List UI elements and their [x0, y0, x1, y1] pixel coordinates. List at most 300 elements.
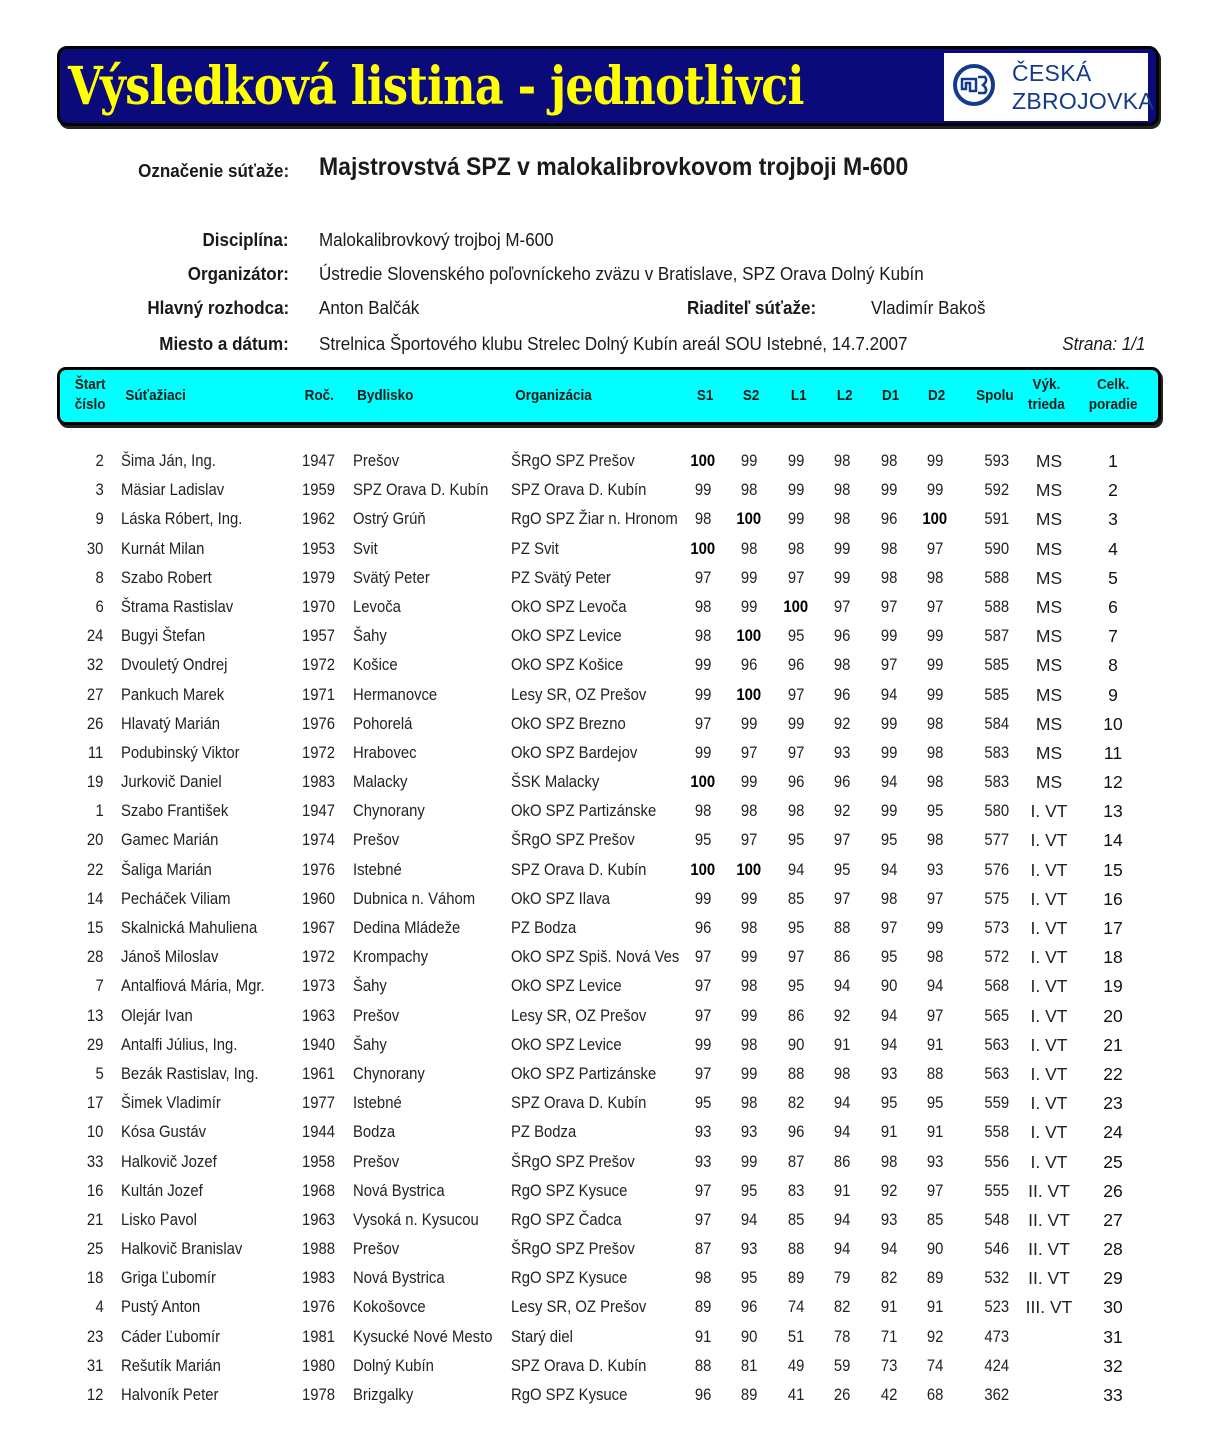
score-l2: [822, 1002, 862, 1031]
score-l1: [776, 593, 816, 622]
score-l1: [776, 710, 816, 739]
score-l1: [776, 564, 816, 593]
score-l1-text: 96: [787, 773, 805, 792]
performance-class-text: I. VT: [1030, 918, 1068, 938]
score-s1-text: 100: [690, 773, 716, 792]
organization: [511, 1148, 681, 1177]
score-l1: [776, 1264, 816, 1293]
score-l2-text: 97: [833, 889, 851, 908]
organization-text: RgO SPZ Kysuce: [511, 1181, 628, 1200]
residence-text: Prešov: [353, 1152, 400, 1171]
overall-rank-text: 27: [1103, 1209, 1123, 1230]
score-d2: [915, 1264, 955, 1293]
organization-text: OkO SPZ Brezno: [511, 714, 626, 733]
score-s1-text: 93: [694, 1123, 712, 1142]
score-s1: [683, 797, 723, 826]
total-score: [977, 943, 1017, 972]
residence: [353, 1177, 455, 1206]
residence-text: Brizgalky: [353, 1386, 414, 1404]
performance-class: [1023, 681, 1075, 710]
page-number: Strana: 1/1: [1062, 333, 1146, 354]
score-l1: [776, 1089, 816, 1118]
score-d2-text: 98: [926, 568, 944, 587]
start-number-text: 30: [86, 539, 104, 558]
competitor-name: [121, 1177, 212, 1206]
score-d2-text: 98: [926, 714, 944, 733]
score-d2-text: 99: [926, 919, 944, 937]
start-number: [70, 447, 104, 476]
performance-class-text: I. VT: [1030, 888, 1068, 909]
score-d1-text: 91: [880, 1298, 898, 1317]
score-l2: [822, 710, 862, 739]
score-s2: [729, 1381, 769, 1410]
score-l2-text: 93: [833, 743, 851, 762]
competitor-name: [121, 914, 272, 943]
score-l2: [822, 1206, 862, 1235]
birth-year: [302, 768, 339, 797]
competitor-name-text: Antalfiová Mária, Mgr.: [121, 977, 265, 996]
header-residence: Bydlisko: [357, 387, 414, 404]
score-l2-text: 94: [833, 1240, 851, 1259]
score-s1-text: 95: [694, 1094, 712, 1113]
performance-class: [1023, 564, 1075, 593]
overall-rank-text: 1: [1108, 451, 1118, 471]
score-d2: [915, 1148, 955, 1177]
residence: [353, 535, 381, 564]
birth-year: [302, 535, 339, 564]
score-s2-text: 89: [740, 1386, 758, 1404]
competitor-name-text: Gamec Marián: [121, 831, 219, 850]
score-l2-text: 79: [833, 1269, 851, 1288]
score-d1-text: 95: [880, 948, 898, 967]
total-score: [977, 622, 1017, 651]
birth-year: [302, 651, 339, 680]
residence: [353, 885, 489, 914]
competitor-name-text: Bugyi Štefan: [121, 627, 206, 646]
score-l1-text: 96: [787, 1123, 805, 1142]
score-l2: [822, 593, 862, 622]
score-l1-text: 41: [787, 1386, 805, 1404]
performance-class-text: MS: [1035, 509, 1063, 530]
residence: [353, 1002, 404, 1031]
score-l2: [822, 885, 862, 914]
score-s2-text: 96: [740, 1298, 758, 1317]
cz-emblem-icon: [952, 63, 996, 107]
performance-class: [1023, 710, 1075, 739]
score-l1-text: 97: [787, 743, 805, 762]
birth-year-text: 1976: [302, 860, 336, 879]
header-d2: D2: [927, 387, 946, 404]
organizer-value: Ústredie Slovenského poľovníckeho zväzu v Bratislave, SPZ Orava Dolný Kubín: [319, 263, 924, 284]
score-d2: [915, 885, 955, 914]
score-s1: [683, 505, 723, 534]
score-l1: [776, 972, 816, 1001]
score-s2: [729, 1148, 769, 1177]
score-s2: [729, 1235, 769, 1264]
residence-text: Prešov: [353, 1006, 400, 1025]
total-score: [977, 681, 1017, 710]
score-s2: [729, 1060, 769, 1089]
start-number: [70, 1002, 104, 1031]
birth-year: [302, 1264, 339, 1293]
total-score-text: 588: [984, 568, 1010, 587]
performance-class: [1023, 1031, 1075, 1060]
residence-text: Istebné: [353, 1094, 402, 1113]
organization: [511, 1352, 681, 1381]
start-number-text: 26: [86, 714, 104, 733]
birth-year: [302, 1118, 339, 1147]
score-d1: [869, 476, 909, 505]
total-score-text: 591: [984, 510, 1010, 529]
competitor-name: [121, 1089, 232, 1118]
organization: [511, 1206, 681, 1235]
overall-rank: [1093, 1089, 1133, 1118]
overall-rank: [1093, 447, 1133, 476]
place-date-value: Strelnica Športového klubu Strelec Dolný Kubín areál SOU Istebné, 14.7.2007: [319, 333, 908, 354]
birth-year-text: 1968: [302, 1181, 336, 1200]
director-label: Riaditeľ súťaže:: [687, 297, 817, 318]
performance-class-text: I. VT: [1030, 1093, 1068, 1114]
competitor-name: [121, 739, 253, 768]
residence: [353, 1060, 433, 1089]
performance-class: [1023, 1118, 1075, 1147]
birth-year: [302, 943, 339, 972]
score-l1: [776, 943, 816, 972]
score-d2: [915, 622, 955, 651]
organization: [511, 856, 681, 885]
score-d1: [869, 1060, 909, 1089]
organization: [511, 972, 681, 1001]
organization: [511, 1089, 681, 1118]
competitor-name: [121, 564, 222, 593]
competitor-name: [121, 1002, 201, 1031]
header-l2: L2: [836, 387, 853, 404]
score-s2: [729, 1118, 769, 1147]
birth-year: [302, 826, 339, 855]
score-l1-text: 99: [787, 714, 805, 733]
score-l2-text: 97: [833, 831, 851, 850]
total-score: [977, 447, 1017, 476]
score-l2-text: 98: [833, 656, 851, 675]
document-title: Výsledková listina - jednotlivci: [68, 56, 804, 117]
score-s2-text: 98: [740, 481, 758, 500]
score-l1: [776, 1060, 816, 1089]
competitor-name: [121, 593, 246, 622]
start-number-text: 21: [86, 1210, 104, 1229]
table-row: [0, 972, 1220, 1001]
residence-text: Košice: [353, 656, 398, 675]
score-d2-text: 92: [926, 1327, 944, 1346]
residence-text: Svit: [353, 539, 378, 558]
overall-rank: [1093, 622, 1133, 651]
score-s2-text: 99: [740, 889, 758, 908]
score-d2-text: 98: [926, 831, 944, 850]
score-s2-text: 90: [740, 1327, 758, 1346]
total-score: [977, 739, 1017, 768]
score-l1: [776, 1031, 816, 1060]
start-number: [70, 1148, 104, 1177]
residence-text: Dubnica n. Váhom: [353, 889, 476, 908]
score-d1-text: 94: [880, 1035, 898, 1054]
total-score: [977, 1206, 1017, 1235]
score-s1-text: 100: [690, 539, 716, 558]
birth-year: [302, 1177, 339, 1206]
total-score-text: 585: [984, 656, 1010, 675]
score-d1: [869, 447, 909, 476]
score-l2-text: 91: [833, 1035, 851, 1054]
start-number-text: 6: [95, 597, 104, 616]
total-score: [977, 1264, 1017, 1293]
overall-rank-text: 4: [1108, 538, 1118, 559]
birth-year: [302, 885, 339, 914]
overall-rank-text: 16: [1103, 888, 1123, 909]
residence: [353, 476, 503, 505]
score-d1: [869, 1264, 909, 1293]
competitor-name: [121, 856, 222, 885]
start-number: [70, 1118, 104, 1147]
score-l1: [776, 797, 816, 826]
residence: [353, 1352, 443, 1381]
birth-year: [302, 1148, 339, 1177]
score-d2-text: 97: [926, 597, 944, 616]
score-d2-text: 99: [926, 656, 944, 675]
score-d2-text: 100: [922, 510, 948, 529]
overall-rank: [1093, 1323, 1133, 1352]
score-l1: [776, 622, 816, 651]
start-number-text: 7: [95, 977, 104, 996]
score-l2: [822, 476, 862, 505]
competitor-name: [121, 476, 236, 505]
total-score: [977, 1031, 1017, 1060]
start-number-text: 8: [95, 568, 104, 587]
score-s2: [729, 1002, 769, 1031]
score-s1: [683, 535, 723, 564]
total-score-text: 473: [984, 1327, 1010, 1346]
total-score: [977, 1177, 1017, 1206]
score-l2: [822, 1089, 862, 1118]
score-l2: [822, 914, 862, 943]
competitor-name: [121, 1235, 256, 1264]
score-d2: [915, 593, 955, 622]
overall-rank-text: 21: [1103, 1034, 1123, 1055]
competitor-name: [121, 1352, 232, 1381]
start-number: [70, 505, 104, 534]
score-l2-text: 98: [833, 481, 851, 500]
overall-rank: [1093, 1118, 1133, 1147]
total-score: [977, 651, 1017, 680]
performance-class: [1023, 826, 1075, 855]
performance-class-text: I. VT: [1030, 1063, 1068, 1084]
score-s2: [729, 1264, 769, 1293]
organization: [511, 768, 681, 797]
performance-class: [1023, 856, 1075, 885]
score-l1: [776, 1352, 816, 1381]
organization-text: ŠSK Malacky: [511, 773, 600, 792]
score-d2-text: 99: [926, 685, 944, 704]
score-d2-text: 99: [926, 452, 944, 470]
total-score: [977, 826, 1017, 855]
score-s1: [683, 1089, 723, 1118]
score-d2-text: 74: [926, 1356, 944, 1375]
score-d1: [869, 651, 909, 680]
total-score-text: 563: [984, 1064, 1010, 1083]
score-l1-text: 82: [787, 1094, 805, 1113]
organization: [511, 710, 681, 739]
organization-text: Lesy SR, OZ Prešov: [511, 1298, 647, 1317]
score-s2: [729, 564, 769, 593]
overall-rank-text: 31: [1103, 1326, 1123, 1347]
logo-line-1: ČESKÁ: [1012, 60, 1092, 86]
overall-rank-text: 15: [1103, 859, 1123, 880]
residence-text: Pohorelá: [353, 714, 413, 733]
header-performance-class: Výk. trieda: [1028, 376, 1065, 413]
competitor-name-text: Jánoš Miloslav: [121, 948, 219, 967]
score-s1-text: 99: [694, 1035, 712, 1054]
score-s2: [729, 651, 769, 680]
table-row: [0, 885, 1220, 914]
discipline-value: Malokalibrovkový trojboj M-600: [319, 229, 554, 250]
score-d1-text: 91: [880, 1123, 898, 1142]
performance-class: [1023, 885, 1075, 914]
start-number-text: 13: [86, 1006, 104, 1025]
overall-rank: [1093, 535, 1133, 564]
competitor-name: [121, 1293, 209, 1322]
start-number: [70, 1031, 104, 1060]
total-score-text: 559: [984, 1094, 1010, 1113]
score-s2: [729, 710, 769, 739]
score-l1: [776, 476, 816, 505]
overall-rank-text: 2: [1108, 480, 1118, 501]
score-d2: [915, 1323, 955, 1352]
overall-rank: [1093, 1235, 1133, 1264]
score-s1: [683, 1148, 723, 1177]
competitor-name: [121, 1060, 274, 1089]
overall-rank: [1093, 1060, 1133, 1089]
results-table-header: [57, 367, 1161, 425]
header-organization: Organizácia: [515, 387, 592, 404]
birth-year: [302, 1323, 339, 1352]
score-d1-text: 71: [880, 1327, 898, 1346]
score-l2: [822, 972, 862, 1001]
table-row: [0, 1002, 1220, 1031]
start-number: [70, 535, 104, 564]
organization-text: RgO SPZ Čadca: [511, 1210, 622, 1229]
birth-year: [302, 505, 339, 534]
score-d1: [869, 1089, 909, 1118]
residence-text: Levoča: [353, 597, 401, 616]
score-d2: [915, 1352, 955, 1381]
performance-class: [1023, 739, 1075, 768]
score-l2-text: 96: [833, 773, 851, 792]
score-d1: [869, 535, 909, 564]
total-score-text: 588: [984, 597, 1010, 616]
score-s2: [729, 681, 769, 710]
score-s2-text: 99: [740, 1006, 758, 1025]
residence: [353, 739, 424, 768]
performance-class: [1023, 943, 1075, 972]
score-l1-text: 88: [787, 1240, 805, 1259]
total-score: [977, 505, 1017, 534]
score-d2-text: 91: [926, 1035, 944, 1054]
competitor-name: [121, 885, 243, 914]
residence-text: Hermanovce: [353, 685, 438, 704]
total-score-text: 532: [984, 1269, 1010, 1288]
residence: [353, 651, 403, 680]
competitor-name-text: Halvoník Peter: [121, 1386, 219, 1404]
score-s2-text: 99: [740, 1152, 758, 1171]
score-l2-text: 92: [833, 802, 851, 821]
score-l1-text: 98: [787, 539, 805, 558]
total-score-text: 548: [984, 1210, 1010, 1229]
start-number: [70, 1235, 104, 1264]
logo-line-2: ZBROJOVKA: [1012, 88, 1155, 114]
table-row: [0, 593, 1220, 622]
birth-year-text: 1961: [302, 1064, 336, 1083]
score-s1-text: 97: [694, 1181, 712, 1200]
score-s1-text: 97: [694, 1210, 712, 1229]
overall-rank: [1093, 797, 1133, 826]
score-s2-text: 93: [740, 1123, 758, 1142]
competitor-name: [121, 972, 281, 1001]
performance-class-text: II. VT: [1028, 1180, 1070, 1201]
residence: [353, 710, 419, 739]
residence: [353, 1118, 400, 1147]
total-score-text: 565: [984, 1006, 1010, 1025]
overall-rank: [1093, 885, 1133, 914]
table-row: [0, 622, 1220, 651]
score-l1-text: 97: [787, 685, 805, 704]
score-d2-text: 94: [926, 977, 944, 996]
birth-year: [302, 1031, 339, 1060]
table-row: [0, 505, 1220, 534]
competitor-name: [121, 505, 256, 534]
organization-text: PZ Svätý Peter: [511, 568, 611, 587]
overall-rank-text: 30: [1103, 1297, 1123, 1318]
score-d2: [915, 914, 955, 943]
score-l2: [822, 1235, 862, 1264]
performance-class-text: I. VT: [1030, 976, 1068, 997]
performance-class: [1023, 651, 1075, 680]
residence: [353, 1089, 407, 1118]
performance-class-text: I. VT: [1030, 947, 1068, 968]
organization: [511, 1293, 681, 1322]
score-d1-text: 98: [880, 1152, 898, 1171]
overall-rank: [1093, 1381, 1133, 1410]
performance-class: [1023, 1293, 1075, 1322]
overall-rank: [1093, 710, 1133, 739]
score-d2-text: 91: [926, 1298, 944, 1317]
residence: [353, 768, 414, 797]
start-number: [70, 972, 104, 1001]
score-d1: [869, 1381, 909, 1410]
overall-rank-text: 10: [1103, 713, 1123, 734]
birth-year-text: 1971: [302, 685, 336, 704]
total-score: [977, 885, 1017, 914]
score-s1-text: 97: [694, 714, 712, 733]
performance-class: [1023, 1177, 1075, 1206]
score-l1: [776, 768, 816, 797]
residence-text: Chynorany: [353, 802, 425, 821]
start-number: [70, 914, 104, 943]
score-d1: [869, 564, 909, 593]
score-s2-text: 99: [740, 568, 758, 587]
score-s1-text: 99: [694, 685, 712, 704]
header-s2: S2: [742, 387, 760, 404]
competitor-name-text: Podubinský Viktor: [121, 743, 240, 762]
score-d1-text: 90: [880, 977, 898, 996]
start-number-text: 18: [86, 1269, 104, 1288]
total-score-text: 584: [984, 714, 1010, 733]
